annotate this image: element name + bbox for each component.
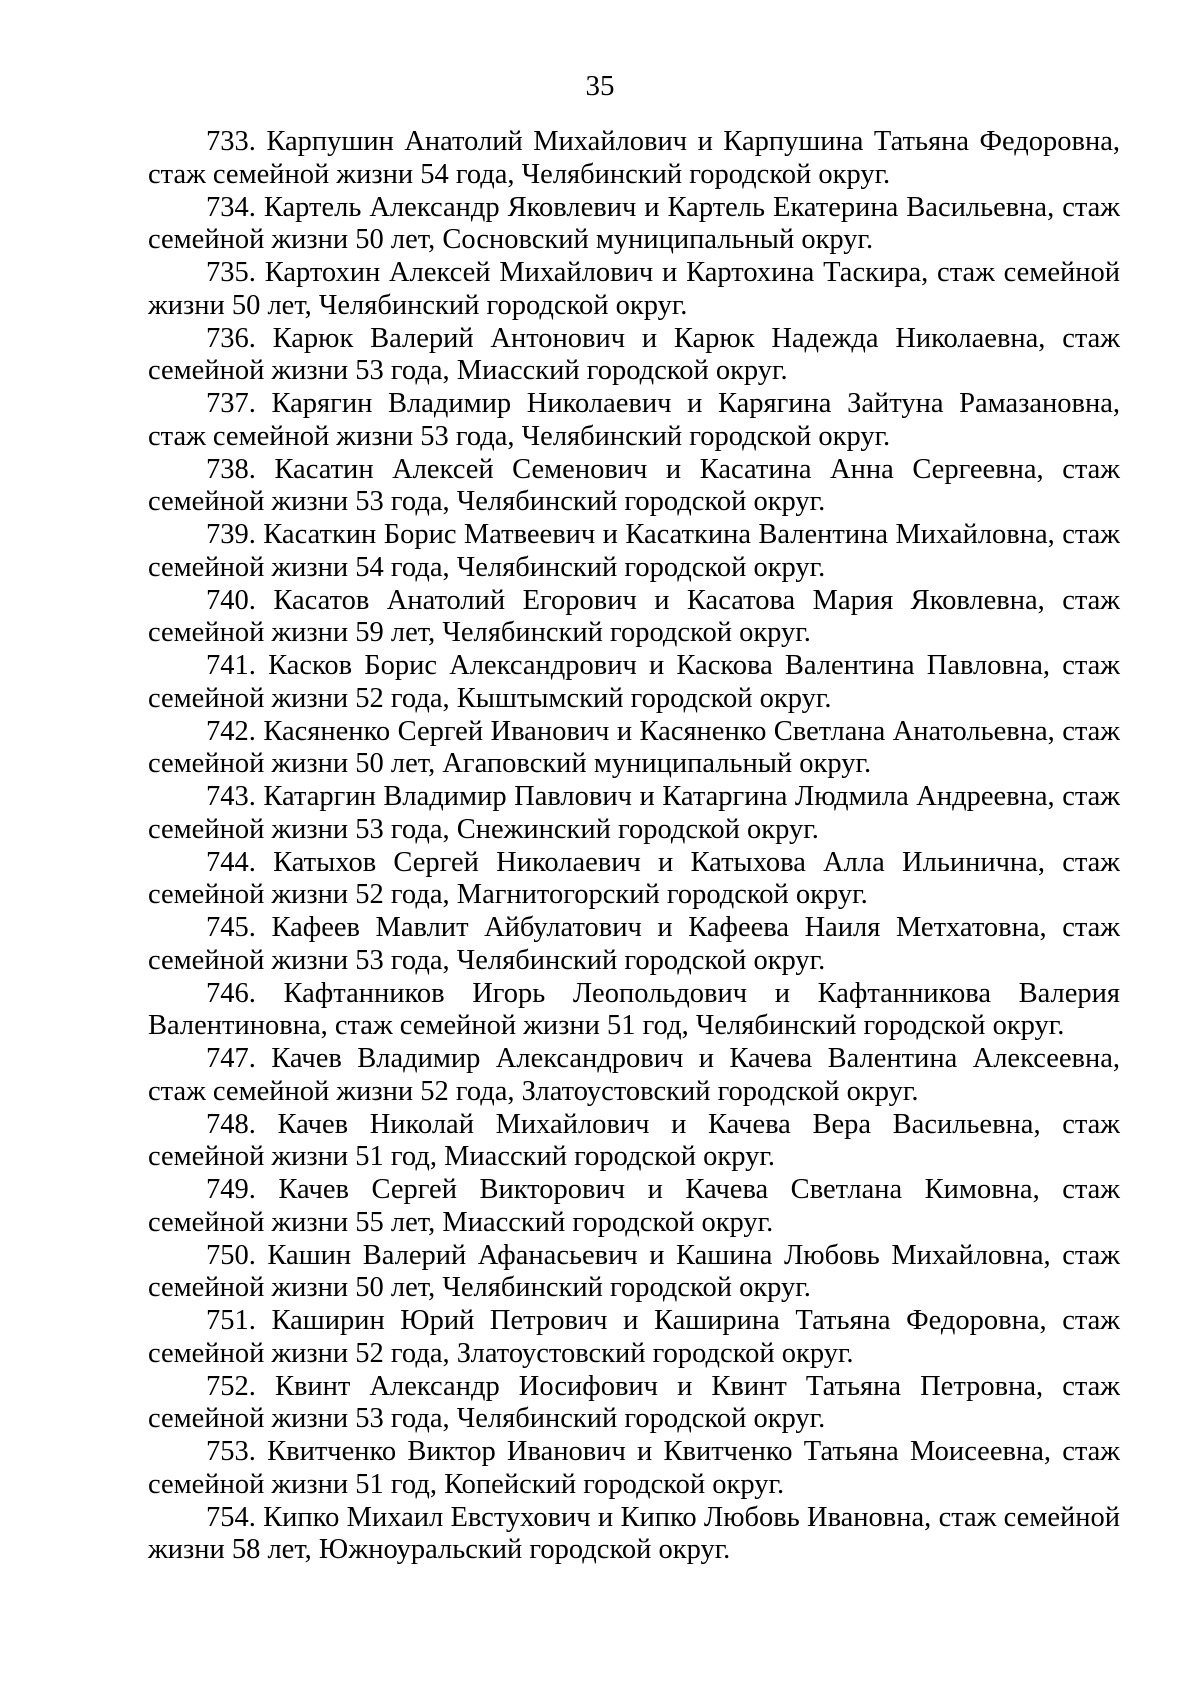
list-item: 746. Кафтанников Игорь Леопольдович и Кафтанникова Валерия Валентиновна, стаж семейной жизни 51 год, Челябинский городской округ. <box>148 977 1120 1041</box>
list-item: 748. Качев Николай Михайлович и Качева Вера Васильевна, стаж семейной жизни 51 год, Миасский городской округ. <box>148 1108 1120 1172</box>
page-number: 35 <box>585 70 615 102</box>
list-item: 747. Качев Владимир Александрович и Качева Валентина Алексеевна, стаж семейной жизни 52 года, Златоустовский городской округ. <box>148 1043 1120 1107</box>
list-item: 752. Квинт Александр Иосифович и Квинт Татьяна Петровна, стаж семейной жизни 53 года, Челябинский городской округ. <box>148 1370 1120 1434</box>
list-item: 738. Касатин Алексей Семенович и Касатина Анна Сергеевна, стаж семейной жизни 53 года, Челябинский городской округ. <box>148 453 1120 517</box>
list-item: 734. Картель Александр Яковлевич и Картель Екатерина Васильевна, стаж семейной жизни 50 лет, Сосновский муниципальный округ. <box>148 191 1120 255</box>
list-item: 741. Касков Борис Александрович и Каскова Валентина Павловна, стаж семейной жизни 52 года, Кыштымский городской округ. <box>148 650 1120 714</box>
list-item: 735. Картохин Алексей Михайлович и Картохина Таскира, стаж семейной жизни 50 лет, Челябинский городской округ. <box>148 257 1120 321</box>
list-item: 733. Карпушин Анатолий Михайлович и Карпушина Татьяна Федоровна, стаж семейной жизни 54 года, Челябинский городской округ. <box>148 126 1120 190</box>
list-item: 736. Карюк Валерий Антонович и Карюк Надежда Николаевна, стаж семейной жизни 53 года, Миасский городской округ. <box>148 322 1120 386</box>
list-item: 742. Касяненко Сергей Иванович и Касяненко Светлана Анатольевна, стаж семейной жизни 50 лет, Агаповский муниципальный округ. <box>148 715 1120 779</box>
list-item: 750. Кашин Валерий Афанасьевич и Кашина Любовь Михайловна, стаж семейной жизни 50 лет, Челябинский городской округ. <box>148 1239 1120 1303</box>
list-item: 737. Карягин Владимир Николаевич и Карягина Зайтуна Рамазановна, стаж семейной жизни 53 года, Челябинский городской округ. <box>148 388 1120 452</box>
entry-list <box>148 126 1120 1567</box>
list-item: 739. Касаткин Борис Матвеевич и Касаткина Валентина Михайловна, стаж семейной жизни 54 года, Челябинский городской округ. <box>148 519 1120 583</box>
list-item: 751. Каширин Юрий Петрович и Каширина Татьяна Федоровна, стаж семейной жизни 52 года, Златоустовский городской округ. <box>148 1305 1120 1369</box>
list-item: 744. Катыхов Сергей Николаевич и Катыхова Алла Ильинична, стаж семейной жизни 52 года, Магнитогорский городской округ. <box>148 846 1120 910</box>
list-item: 749. Качев Сергей Викторович и Качева Светлана Кимовна, стаж семейной жизни 55 лет, Миасский городской округ. <box>148 1174 1120 1238</box>
list-item: 753. Квитченко Виктор Иванович и Квитченко Татьяна Моисеевна, стаж семейной жизни 51 год, Копейский городской округ. <box>148 1436 1120 1500</box>
list-item: 740. Касатов Анатолий Егорович и Касатова Мария Яковлевна, стаж семейной жизни 59 лет, Челябинский городской округ. <box>148 584 1120 648</box>
list-item: 754. Кипко Михаил Евстухович и Кипко Любовь Ивановна, стаж семейной жизни 58 лет, Южноуральский городской округ. <box>148 1501 1120 1565</box>
list-item: 743. Катаргин Владимир Павлович и Катаргина Людмила Андреевна, стаж семейной жизни 53 года, Снежинский городской округ. <box>148 781 1120 845</box>
list-item: 745. Кафеев Мавлит Айбулатович и Кафеева Наиля Метхатовна, стаж семейной жизни 53 года, Челябинский городской округ. <box>148 912 1120 976</box>
